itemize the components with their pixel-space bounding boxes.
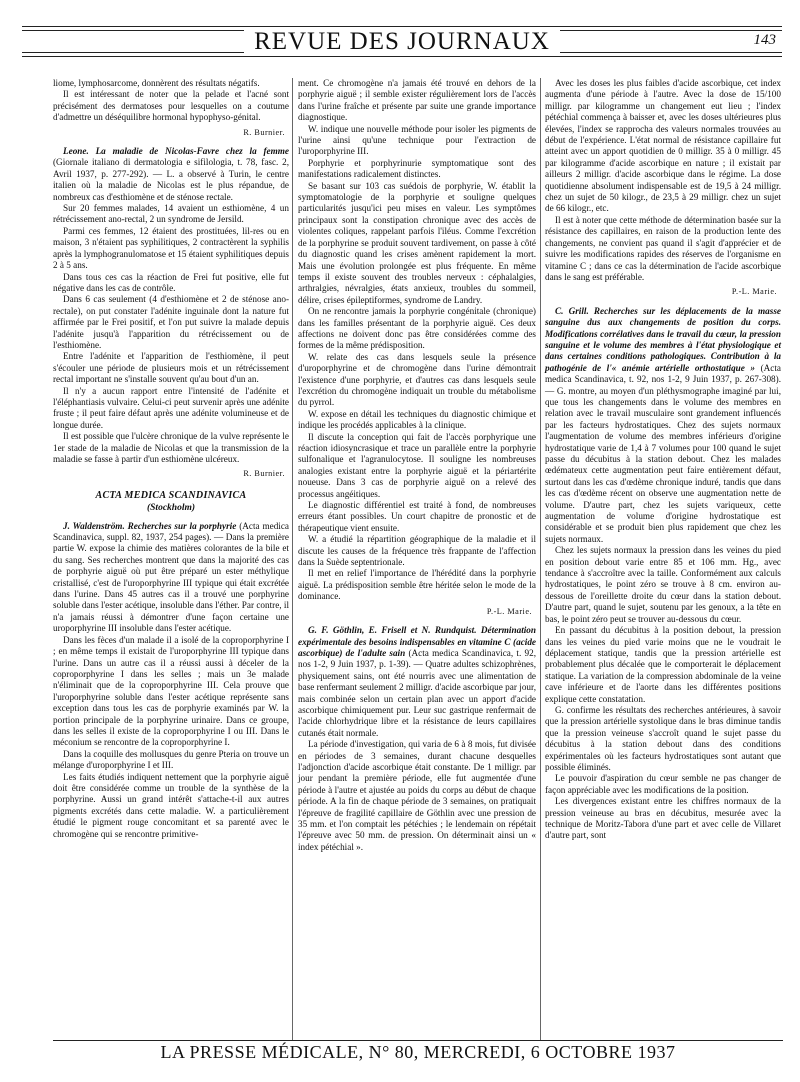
article-heading: J. Waldenström. Recherches sur la porphyrie — [63, 520, 237, 531]
paragraph: G. confirme les résultats des recherches antérieures, à savoir que la pression artérielle systolique dans le bras diminue tandis que la pression veineuse s'accroît quand le sujet passe du décubitus à la station debout dans des conditions expérimentales où les facteurs hydrostatiques sont autant que possible éliminés. — [545, 704, 781, 772]
paragraph: Il n'y a aucun rapport entre l'intensité de l'adénite et l'éléphantiasis vulvaire. Celui-ci peut survenir après une adénite fruste ; il peut faire défaut après une adénite volumineuse et de longue durée. — [53, 385, 289, 430]
page-header — [22, 22, 782, 62]
paragraph: On ne rencontre jamais la porphyrie congénitale (chronique) dans les familles présentant de la porphyrie aiguë. Ces deux affections ne doivent donc pas être considérées comme des formes de la même prédisposition. — [298, 306, 536, 351]
author-signature: P.-L. Marie. — [731, 287, 777, 297]
article-heading: C. Grill. Recherches sur les déplacements de la masse sanguine dus aux changements de position du corps. Modifications corrélatives dans le travail du cœur, la pression sanguine et le volume des membres à l'état physiologique et dans certaines conditions pathologiques. Contribution à la pathogénie de l'« anémie artérielle orthostatique » — [545, 305, 781, 373]
paragraph: Le diagnostic différentiel est traité à fond, de nombreuses erreurs étant possibles. Un court chapitre de pronostic et de thérapeutique vient ensuite. — [298, 500, 536, 533]
header-rule — [22, 56, 782, 57]
paragraph: Les faits étudiés indiquent nettement que la porphyrie aiguë doit être considérée comme un trouble de la synthèse de la porphyrine. Aussi un grand intérêt s'attache-t-il aux autres pigments excrétés dans cette maladie. W. a particulièrement étudié le pigment rouge concomitant et sa parenté avec le chromogène qui se rencontre primitive- — [53, 771, 289, 839]
paragraph: La période d'investigation, qui varia de 6 à 8 mois, fut divisée en périodes de 3 semaines, durant chacune desquelles l'adjonction d'acide ascorbique était constante. De 1 milligr. par jour pendant la première période, elle fut augmentée d'une période à l'autre et ajustée au poids du corps au début de chaque période. A la fin de chaque période de 3 semaines, on pratiquait l'épreuve de fragilité capillaire de Göthlin avec une pression de 35 mm. et l'on comptait les pétéchies ; le lendemain on répétait l'épreuve avec 50 mm. de pression. On déterminait ainsi un « index pétéchial ». — [298, 739, 536, 852]
article-body: (Acta medica Scandinavica, t. 92, nos 1-2, 9 Juin 1937, p. 267-308). — G. montre, au moyen d'un pléthysmographe imaginé par lui, que tous les changements dans le volume des membres en relation avec le travail musculaire sont grandement influencés par les facteurs hydrostatiques. Chez des sujets normaux l'augmentation de volume des membres inférieurs d'origine hydrostatique varie de 1,4 à 7 volumes pour 100 quand le sujet passe du décubitus à la station debout. Chez les malades œdémateux cette augmentation peut faire entièrement défaut, surtout dans les cas d'œdème chronique induré, tandis que dans les cas d'œdème récent on observe une augmentation nette de volume. D'autre part, chez les sujets variqueux, cette augmentation de volume d'origine hydrostatique est considérable et se produit bien plus rapidement que chez les sujets normaux. — [545, 362, 781, 544]
article-entry — [53, 521, 289, 635]
paragraph: Le pouvoir d'aspiration du cœur semble ne pas changer de façon appréciable avec les modifications de la position. — [545, 773, 781, 795]
paragraph: Dans 6 cas seulement (4 d'esthiomène et 2 de sténose ano-rectale), on put constater l'adénite inguinale dont la nature fut affirmée par le Frei positif, et l'on put suivre la malade depuis l'adénite jusqu'à l'apparition du rétrécissement ou de l'esthiomène. — [53, 294, 289, 350]
paragraph: Il discute la conception qui fait de l'accès porphyrique une réaction idiosyncrasique et trace un parallèle entre la porphyrie sulfonalique et l'agranulocytose. Il souligne les nombreuses analogies existant entre la porphyrie aiguë et la périartérite noueuse. Dans 3 cas de porphyrie aiguë on a relevé des processus angéitiques. — [298, 431, 536, 499]
article-body: (Acta medica Scandinavica, t. 92, nos 1-2, 9 Juin 1937, p. 1-39). — Quatre adultes schizophrènes, physiquement sains, ont été nourris avec une alimentation de base renfermant seulement 2 milligr. d'acide ascorbique par jour, mais combinée selon un certain plan avec un apport d'acide ascorbique chimiquement pur. Leur suc gastrique renfermait de l'acide chlorhydrique libre et la résistance de leurs capillaires cutanés était normale. — [298, 647, 536, 738]
article-entry — [53, 146, 289, 203]
journal-title-text: REVUE DES JOURNAUX — [244, 28, 560, 55]
column-divider — [292, 78, 293, 1040]
column-3 — [545, 78, 781, 842]
paragraph: Dans tous ces cas la réaction de Frei fut positive, elle fut négative dans les cas de contrôle. — [53, 271, 289, 293]
author-signature: R. Burnier. — [243, 469, 285, 479]
journal-section-subtitle: (Stockholm) — [146, 503, 196, 514]
paragraph: Entre l'adénite et l'apparition de l'esthiomène, il peut s'écouler une période de plusieurs mois et un rétrécissement rectal important ne s'installe souvent qu'au bout d'un an. — [53, 351, 289, 385]
column-divider — [540, 78, 541, 1040]
column-2 — [298, 78, 536, 853]
article-body: (Acta medica Scandinavica, suppl. 82, 1937, 254 pages). — Dans la première partie W. expose la chimie des matières colorantes de la bile et du sang. Ses recherches montrent que dans la majorité des cas de porphyrie aiguë où put être préparé un ester méthylique cristallisé, c'est de l'uroporphyrine III typique qui était excrétée dans l'urine. Dans 45 autres cas il a trouvé une porphyrine soluble dans l'ester acétique, insoluble dans l'éther. Par contre, il n'a jamais réussi à démontrer d'une façon certaine une uroporphyrine III insoluble dans l'ester acétique. — [53, 520, 289, 634]
author-signature: P.-L. Marie. — [486, 606, 532, 616]
paragraph: Dans la coquille des mollusques du genre Pteria on trouve un mélange d'uroporphyrine I et III. — [53, 748, 289, 771]
paragraph: Sur 20 femmes malades, 14 avaient un esthiomène, 4 un rétrécissement ano-rectal, 2 un syndrome de Jersild. — [53, 203, 289, 225]
paragraph: W. relate des cas dans lesquels seule la présence d'uroporphyrine et de chromogène dans l'urine démontrait l'existence d'une porphyrie, et d'autres cas dans lesquels seule l'excrétion du chromogène indiquait un trouble du métabolisme du pyrrol. — [298, 351, 536, 408]
paragraph: Les divergences existant entre les chiffres normaux de la pression veineuse au bras en décubitus, mesurée avec la technique de Moritz-Tabora d'une part et avec celle de Villaret d'autre part, sont — [545, 796, 781, 841]
author-signature: R. Burnier. — [243, 127, 285, 137]
article-entry — [545, 306, 781, 546]
paragraph: Avec les doses les plus faibles d'acide ascorbique, cet index augmenta d'une période à l'autre. Avec la dose de 15/100 milligr. par kilogramme un changement eut lieu ; l'index pétéchial commença à baisser et, avec les doses ultérieures plus élevées, l'index se rapprocha des valeurs normales trouvées au début de l'expérience. L'état normal de résistance capillaire fut atteint avec un apport quotidien de 0 milligr. 35 à 0 milligr. 45 par kilogramme d'acide ascorbique en nature ; il existait par ailleurs 2 milligr. d'acide ascorbique dans le régime. La dose quotidienne absolument indispensable est de 19,5 à 24 milligr. chez un sujet de 50 kilogr., de 23,5 à 29 milligr. chez un sujet de 66 kilogr., etc. — [545, 78, 781, 214]
header-rule — [22, 26, 782, 27]
paragraph: ment. Ce chromogène n'a jamais été trouvé en dehors de la porphyrie aiguë ; il semble exister régulièrement lors de l'accès dans l'urine fraîche et présente par suite une grande importance diagnostique. — [298, 78, 536, 123]
article-body: (Giornale italiano di dermatologia e sifilologia, t. 78, fasc. 2, Avril 1937, p. 277-292). — L. a observé à Turin, le centre italien où la maladie de Nicolas est le plus répandue, de nombreux cas d'esthiomène et de sténose rectale. — [53, 157, 289, 202]
footer-citation-text: LA PRESSE MÉDICALE, N° 80, MERCREDI, 6 OCTOBRE 1937 — [153, 1042, 684, 1062]
paragraph: liome, lymphosarcome, donnèrent des résultats négatifs. — [53, 78, 260, 88]
article-entry — [298, 625, 536, 739]
article-heading: Leone. La maladie de Nicolas-Favre chez la femme — [63, 146, 289, 157]
paragraph: En passant du décubitus à la position debout, la pression dans les veines du pied varie moins que ne le voudrait le déplacement statique, tandis que la pression artérielle est probablement plus décalée que le comporterait le déplacement statique. La variation de la compression abdominale de la veine cave inférieure et de l'aorte dans les différentes positions explique cette constatation. — [545, 625, 781, 704]
paragraph: Porphyrie et porphyrinurie symptomatique sont des manifestations radicalement distinctes. — [298, 157, 536, 180]
journal-title — [22, 28, 782, 56]
paragraph: W. a étudié la répartition géographique de la maladie et il discute les causes de la fréquence très frappante de l'affection dans la Suède septentrionale. — [298, 534, 536, 568]
page-number: 143 — [750, 32, 777, 49]
paragraph: Il met en relief l'importance de l'hérédité dans la porphyrie aiguë. La prédisposition semble être héritée selon le mode de la dominance. — [298, 568, 536, 602]
footer-rule — [53, 1040, 783, 1041]
paragraph: Il est à noter que cette méthode de détermination basée sur la résistance des capillaires, en raison de la production lente des changements, ne convient pas quand il s'agit d'apprécier et de suivre les modifications rapides des réserves de l'organisme en vitamine C ; dans ce cas la détermination de l'acide ascorbique dans le sang est préférable. — [545, 214, 781, 282]
paragraph: W. indique une nouvelle méthode pour isoler les pigments de l'urine ainsi qu'une technique pour l'extraction de l'uroporphyrine III. — [298, 123, 536, 157]
paragraph: Dans les fèces d'un malade il a isolé de la coproporphyrine I ; en même temps il existait de l'uroporphyrine III typique dans l'urine. Dans un autre cas il a réussi aussi à déceler de la coproporphyrine I dans les selles ; mais un 3e malade n'éliminait que de la coproporphyrine III. Cela prouve que l'uroporphyrine soluble dans l'ester acétique représente sans exception dans tous les cas de porphyrie examinés par W. la portion principale de la porphyrine urinaire. Dans ce groupe, dans les selles il existe de la coproporphyrine I ou III. Dans le méconium se rencontre de la coproporphyrine I. — [53, 634, 289, 748]
footer-citation — [53, 1042, 783, 1063]
paragraph: Se basant sur 103 cas suédois de porphyrie, W. établit la symptomatologie de la porphyrie et souligne quelques particularités jusqu'ici peu mises en valeur. Les symptômes principaux sont la constipation chronique avec des accès de violentes coliques, rappelant parfois l'iléus. Comme l'excrétion de la porphyrine se produit souvent tardivement, on passe à côté du diagnostic quand les crises amènent rapidement la mort. Mais une évolution prolongée est plus fréquente. En même temps il existe souvent des troubles nerveux : céphalalgies, arthralgies, névralgies, états anxieux, troubles du sommeil, délire, crises épileptiformes, syndrome de Landry. — [298, 180, 536, 305]
paragraph: Parmi ces femmes, 12 étaient des prostituées, lil-res ou en maison, 3 n'étaient pas syphilitiques, 2 contractèrent la syphilis après la lymphogranulomatose et 15 étaient syphilitiques depuis 2 à 5 ans. — [53, 225, 289, 271]
journal-section-title: ACTA MEDICA SCANDINAVICA — [95, 489, 247, 501]
paragraph: Il est possible que l'ulcère chronique de la vulve représente le 1er stade de la maladie de Nicolas et que la transmission de la maladie se fasse à partir d'un esthiomène ulcéreux. — [53, 431, 289, 464]
page-footer — [53, 1034, 783, 1064]
paragraph: Il est intéressant de noter que la pelade et l'acné sont précisément des dermatoses pour lesquelles on a coutume d'admettre un déséquilibre hormonal hypophyso-génital. — [53, 89, 289, 123]
column-1 — [53, 78, 289, 840]
paragraph: Chez les sujets normaux la pression dans les veines du pied en position debout varie entre 85 et 106 mm. Hg., avec tendance à s'accroître avec la taille. Conformément aux calculs hydrostatiques, le point zéro se trouve à 8 cm. environ au-dessous de l'oreillette droite du cœur dans la station debout. D'autre part, quand le sujet, soutenu par les genoux, a la tête en bas, le point zéro peut se trouver au-dessous du cœur. — [545, 545, 781, 624]
paragraph: W. expose en détail les techniques du diagnostic chimique et indique les procédés applicables à la clinique. — [298, 408, 536, 431]
article-heading: G. F. Göthlin, E. Frisell et N. Rundquist. Détermination expérimentale des besoins indispensables en vitamine C (acide ascorbique) de l'adulte sain — [298, 625, 536, 658]
